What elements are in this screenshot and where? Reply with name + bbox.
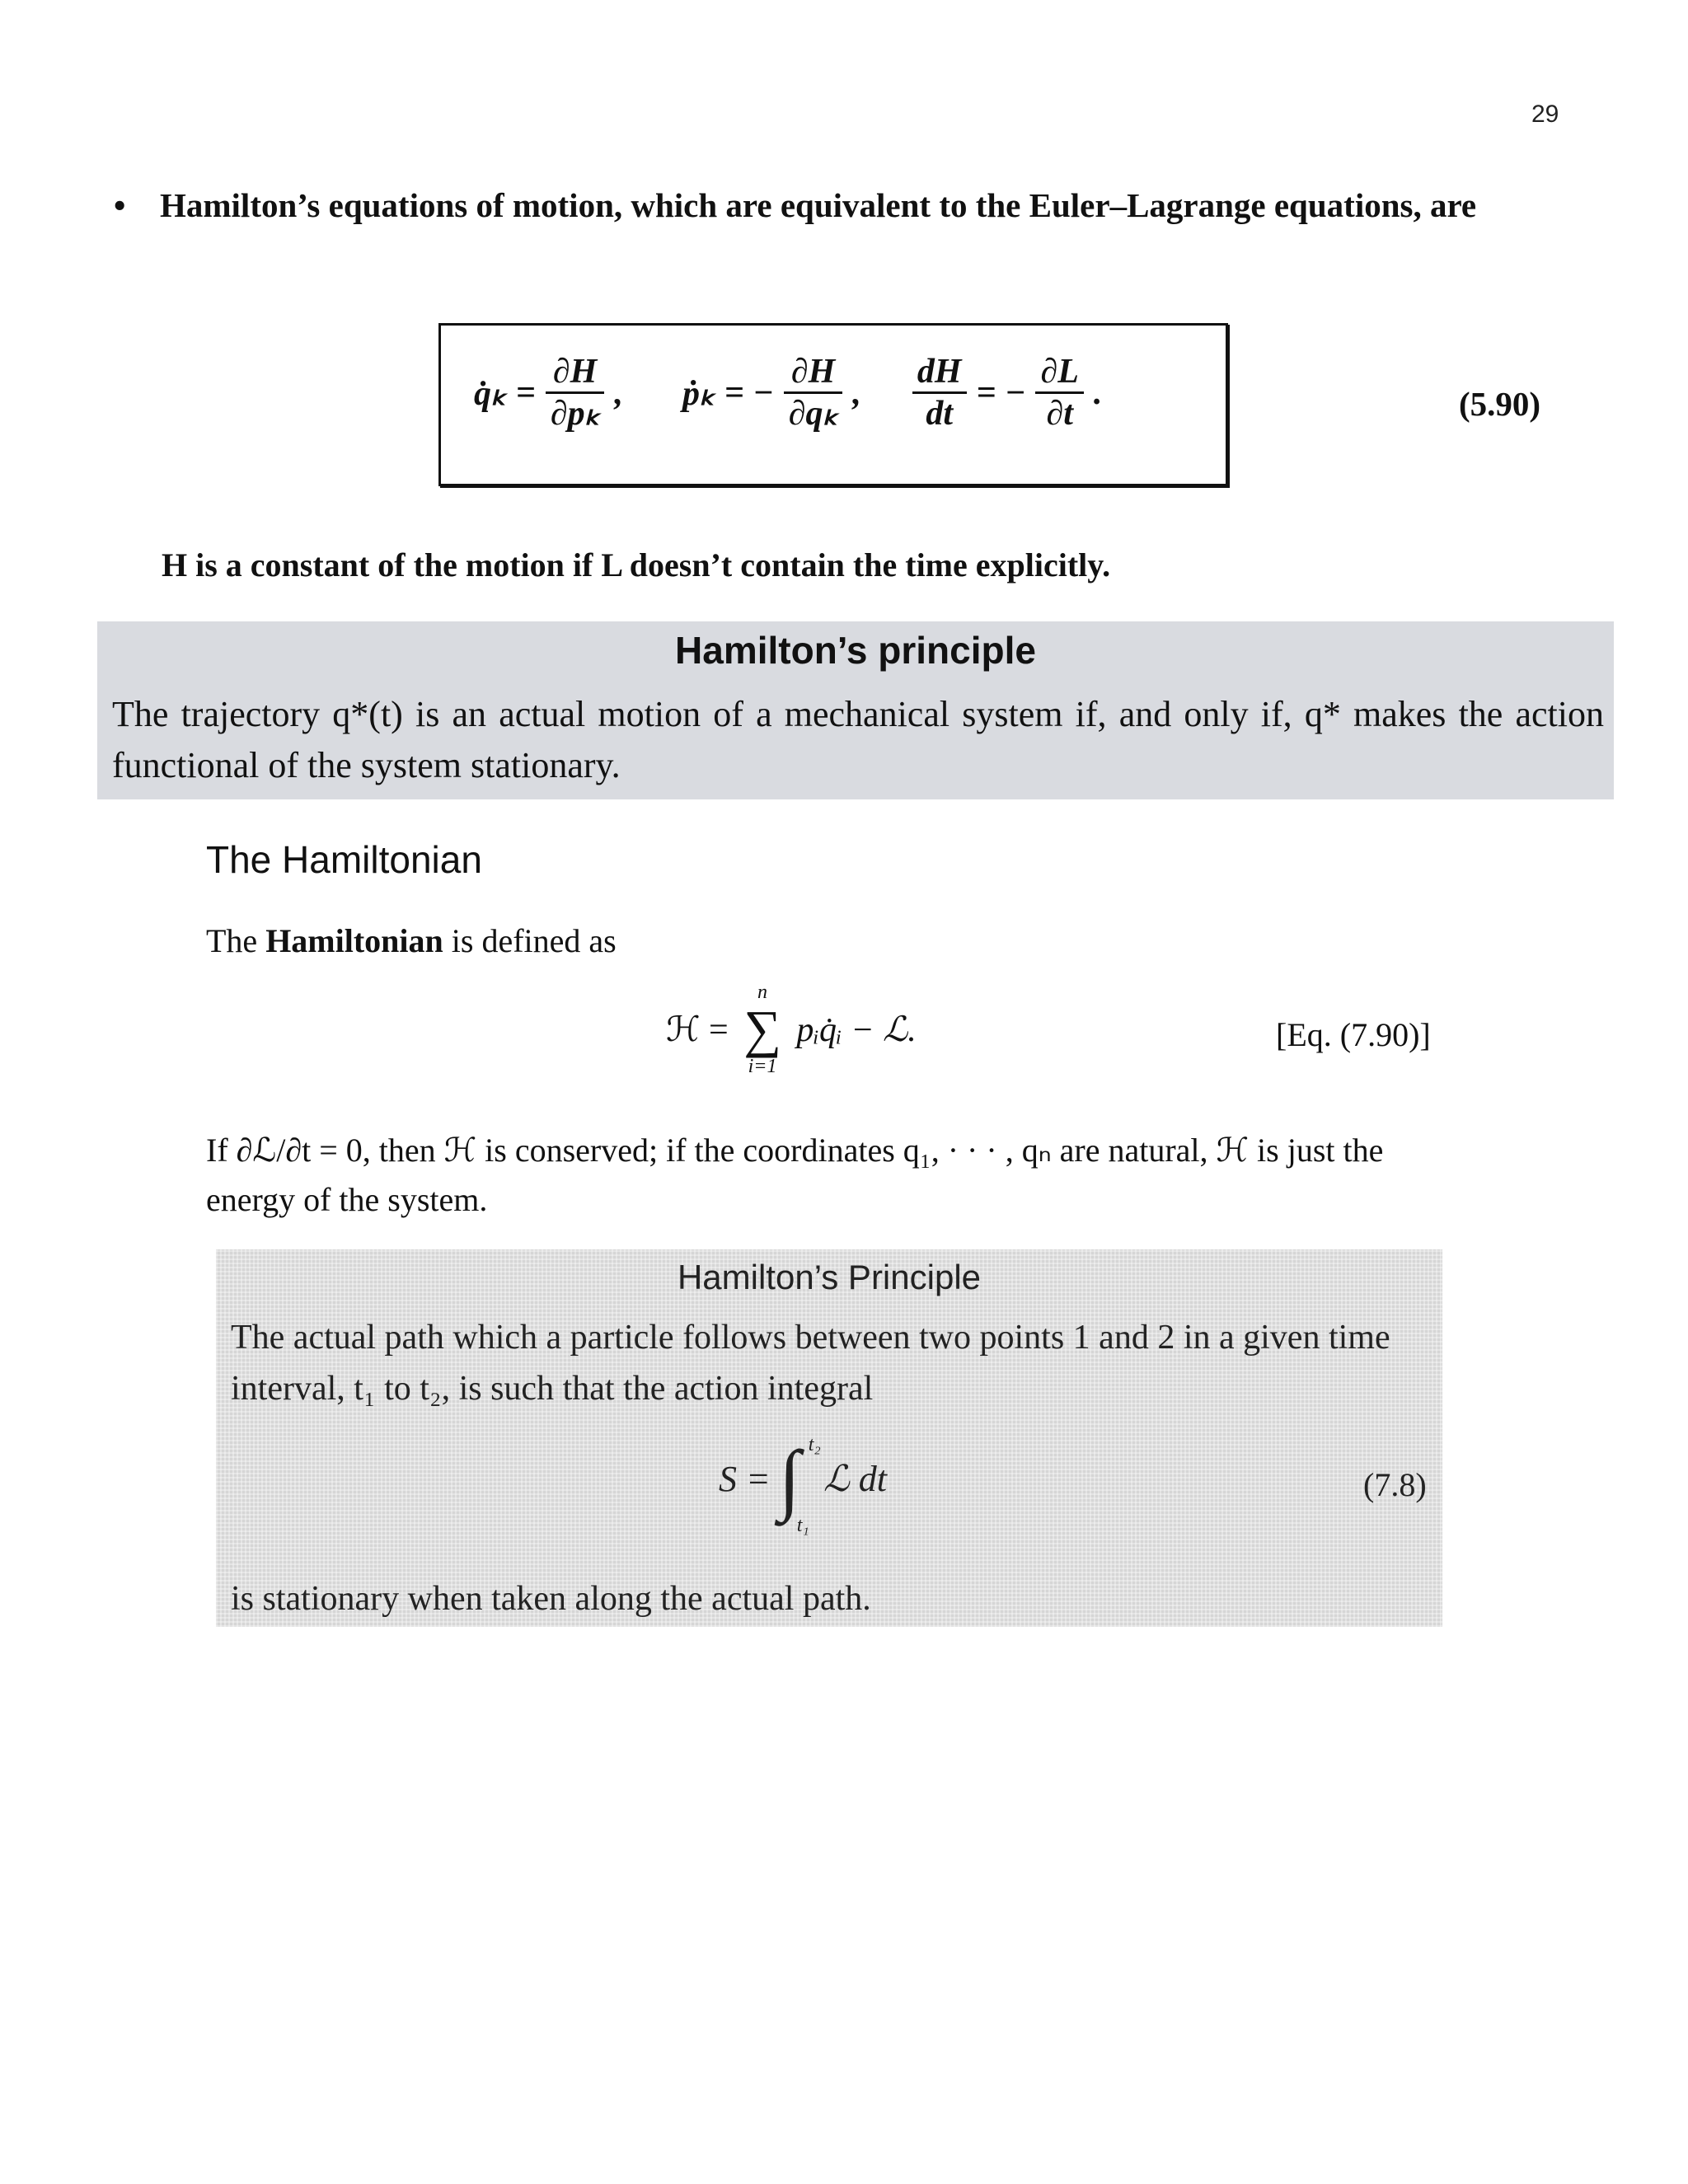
section-heading: The Hamiltonian [206,838,482,881]
definition-prefix: The [206,922,266,959]
hamiltons-principle-scan-box [216,1249,1442,1627]
page-number: 29 [1531,101,1559,128]
numerator: dH [917,353,962,391]
integral [778,1434,821,1536]
hamiltonian-equation [666,981,917,1078]
fraction-dH-dpk [546,352,605,434]
equation-number-7-8: (7.8) [1363,1466,1427,1503]
qdot-term: q̇ₖ [474,374,506,413]
principle2-text: The actual path which a particle follows between two points 1 and 2 in a given time interval, t₁ to t₂, is such that the action integral [231,1319,1390,1408]
numerator: ∂L [1040,353,1079,391]
action-integral-equation [719,1434,887,1536]
denominator: ∂t [1046,395,1073,433]
equation-number-7-90: [Eq. (7.90)] [1276,1016,1431,1053]
equals-minus-sign: = − [976,373,1026,412]
sum-upper-limit: n [757,982,768,1003]
principle-text: The trajectory q*(t) is an actual motion of a mechanical system if, and only if, q* makes the action functional of the system stationary. [112,694,1604,785]
equation-rhs: ℒ dt [823,1458,887,1499]
fraction-dL-dt [1035,352,1083,434]
equals-sign: = [515,373,536,412]
sum-lower-limit: i=1 [748,1056,777,1077]
h-constant-statement: H is a constant of the motion if L doesn’t contain the time explicitly. [162,546,1111,583]
comma: , [852,373,861,412]
bullet-icon: • [114,186,126,224]
definition-term: Hamiltonian [265,922,443,959]
integral-lower-limit: t₁ [796,1515,809,1536]
period: . [1093,373,1103,412]
denominator: ∂qₖ [788,395,838,433]
hamilton-equations [474,352,1102,434]
definition-suffix: is defined as [443,922,617,959]
fraction-dH-dt [912,352,967,434]
integral-upper-limit: t₂ [808,1434,821,1455]
equals-minus-sign: = − [724,373,774,412]
summation [743,981,781,1078]
sigma-icon: ∑ [743,1000,781,1058]
principle2-title: Hamilton’s Principle [677,1258,982,1296]
comma: , [614,373,623,412]
fraction-dH-dqk [784,352,843,434]
hamiltons-principle-box [97,621,1614,799]
equation-rhs: pᵢq̇ᵢ − ℒ. [796,1011,917,1049]
numerator: ∂H [552,353,598,391]
conservation-statement: If ∂ℒ/∂t = 0, then ℋ is conserved; if the coordinates q₁, · · · , qₙ are natural, ℋ is just the energy of the system. [206,1132,1384,1218]
denominator: ∂pₖ [550,395,600,433]
integral-icon: ∫ [778,1434,800,1522]
denominator: dt [926,395,954,433]
bullet-text: Hamilton’s equations of motion, which are equivalent to the Euler–Lagrange equations, are [160,186,1477,224]
equation-lhs: ℋ = [666,1011,729,1049]
principle2-end-text: is stationary when taken along the actual path. [231,1580,871,1618]
numerator: ∂H [790,353,836,391]
equation-box-5-90 [438,323,1228,486]
equation-lhs: S = [719,1458,771,1499]
pdot-term: ṗₖ [682,374,715,413]
definition-sentence [206,921,617,960]
principle-title: Hamilton’s principle [675,629,1036,672]
equation-number-5-90: (5.90) [1459,385,1541,423]
